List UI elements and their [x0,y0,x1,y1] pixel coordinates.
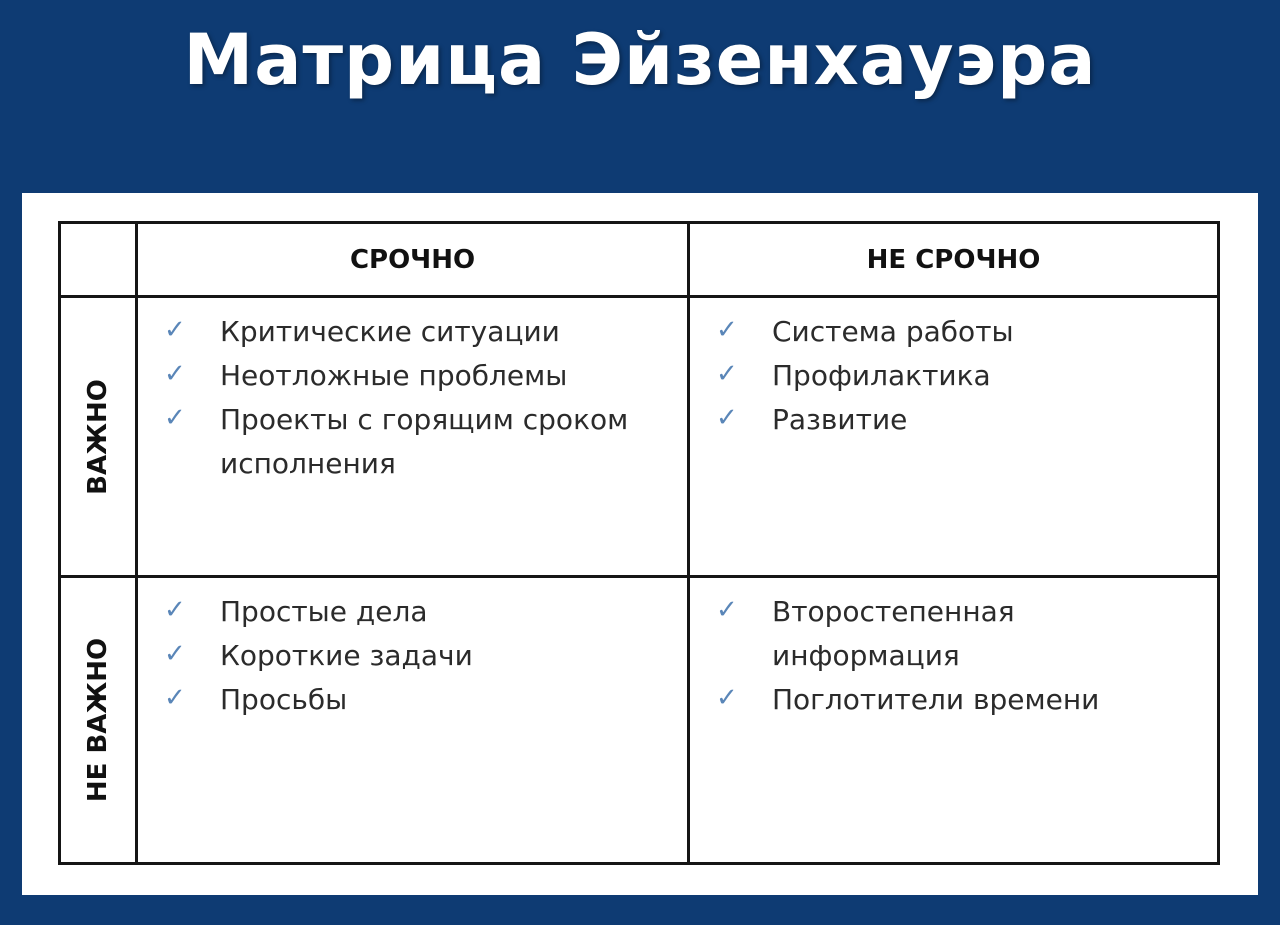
quadrant-important-urgent [138,298,690,578]
list-item: ✓ Критические ситуации [164,310,687,354]
row-header-not-important [61,578,138,862]
row-header-important-label: ВАЖНО [83,378,114,495]
quadrant-not-important-not-urgent [690,578,1217,862]
checkmark-icon: ✓ [716,315,738,345]
corner-cell [61,224,138,298]
checkmark-icon: ✓ [716,595,738,625]
checkmark-icon: ✓ [716,403,738,433]
checkmark-icon: ✓ [164,595,186,625]
checkmark-icon: ✓ [164,315,186,345]
column-header-not-urgent: НЕ СРОЧНО [690,224,1217,298]
checkmark-icon: ✓ [716,359,738,389]
list-item: ✓ Поглотители времени [716,678,1217,722]
list-item: ✓ Неотложные проблемы [164,354,687,398]
eisenhower-matrix [58,221,1220,865]
checkmark-icon: ✓ [164,683,186,713]
row-header-important [61,298,138,578]
list-item: ✓ Короткие задачи [164,634,687,678]
list-item: ✓ Профилактика [716,354,1217,398]
matrix-panel [22,193,1258,895]
checkmark-icon: ✓ [164,359,186,389]
quadrant-not-important-urgent [138,578,690,862]
list-item: ✓ Просьбы [164,678,687,722]
list-item: ✓ Система работы [716,310,1217,354]
list-item: ✓ Второстепенная информация [716,590,1217,678]
row-header-not-important-label: НЕ ВАЖНО [83,637,114,803]
checkmark-icon: ✓ [164,639,186,669]
checkmark-icon: ✓ [164,403,186,433]
column-header-urgent: СРОЧНО [138,224,690,298]
list-item: ✓ Проекты с горящим сроком исполнения [164,398,687,486]
checkmark-icon: ✓ [716,683,738,713]
quadrant-important-not-urgent [690,298,1217,578]
page-title: Матрица Эйзенхауэра [183,19,1097,101]
list-item: ✓ Развитие [716,398,1217,442]
list-item: ✓ Простые дела [164,590,687,634]
